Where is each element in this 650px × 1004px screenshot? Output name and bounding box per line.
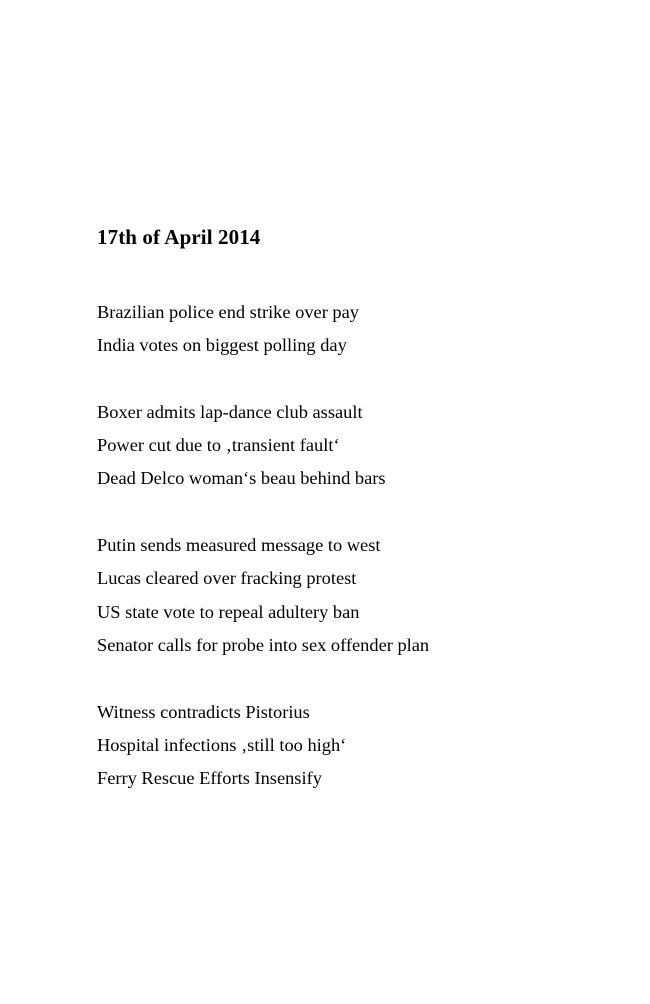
headline-line: Senator calls for probe into sex offender plan xyxy=(97,634,430,655)
stanza-2 xyxy=(97,396,617,496)
headline-line: Witness contradicts Pistorius xyxy=(97,701,310,722)
page-title: 17th of April 2014 xyxy=(97,225,261,249)
headline-line: Ferry Rescue Efforts Insensify xyxy=(97,768,322,789)
poem-page xyxy=(97,222,617,829)
headline-line: Boxer admits lap-dance club assault xyxy=(97,401,363,422)
stanza-1 xyxy=(97,296,617,363)
poem-body xyxy=(97,296,617,795)
stanza-3 xyxy=(97,529,617,662)
stanza-4 xyxy=(97,696,617,796)
headline-line: India votes on biggest polling day xyxy=(97,335,347,356)
headline-line: Power cut due to ‚transient fault‘ xyxy=(97,435,340,456)
headline-line: Brazilian police end strike over pay xyxy=(97,302,359,322)
headline-line: Putin sends measured message to west xyxy=(97,535,381,556)
headline-line: Hospital infections ‚still too high‘ xyxy=(97,734,347,755)
headline-line: Lucas cleared over fracking protest xyxy=(97,568,357,589)
headline-line: Dead Delco woman‘s beau behind bars xyxy=(97,468,386,489)
headline-line: US state vote to repeal adultery ban xyxy=(97,601,360,622)
